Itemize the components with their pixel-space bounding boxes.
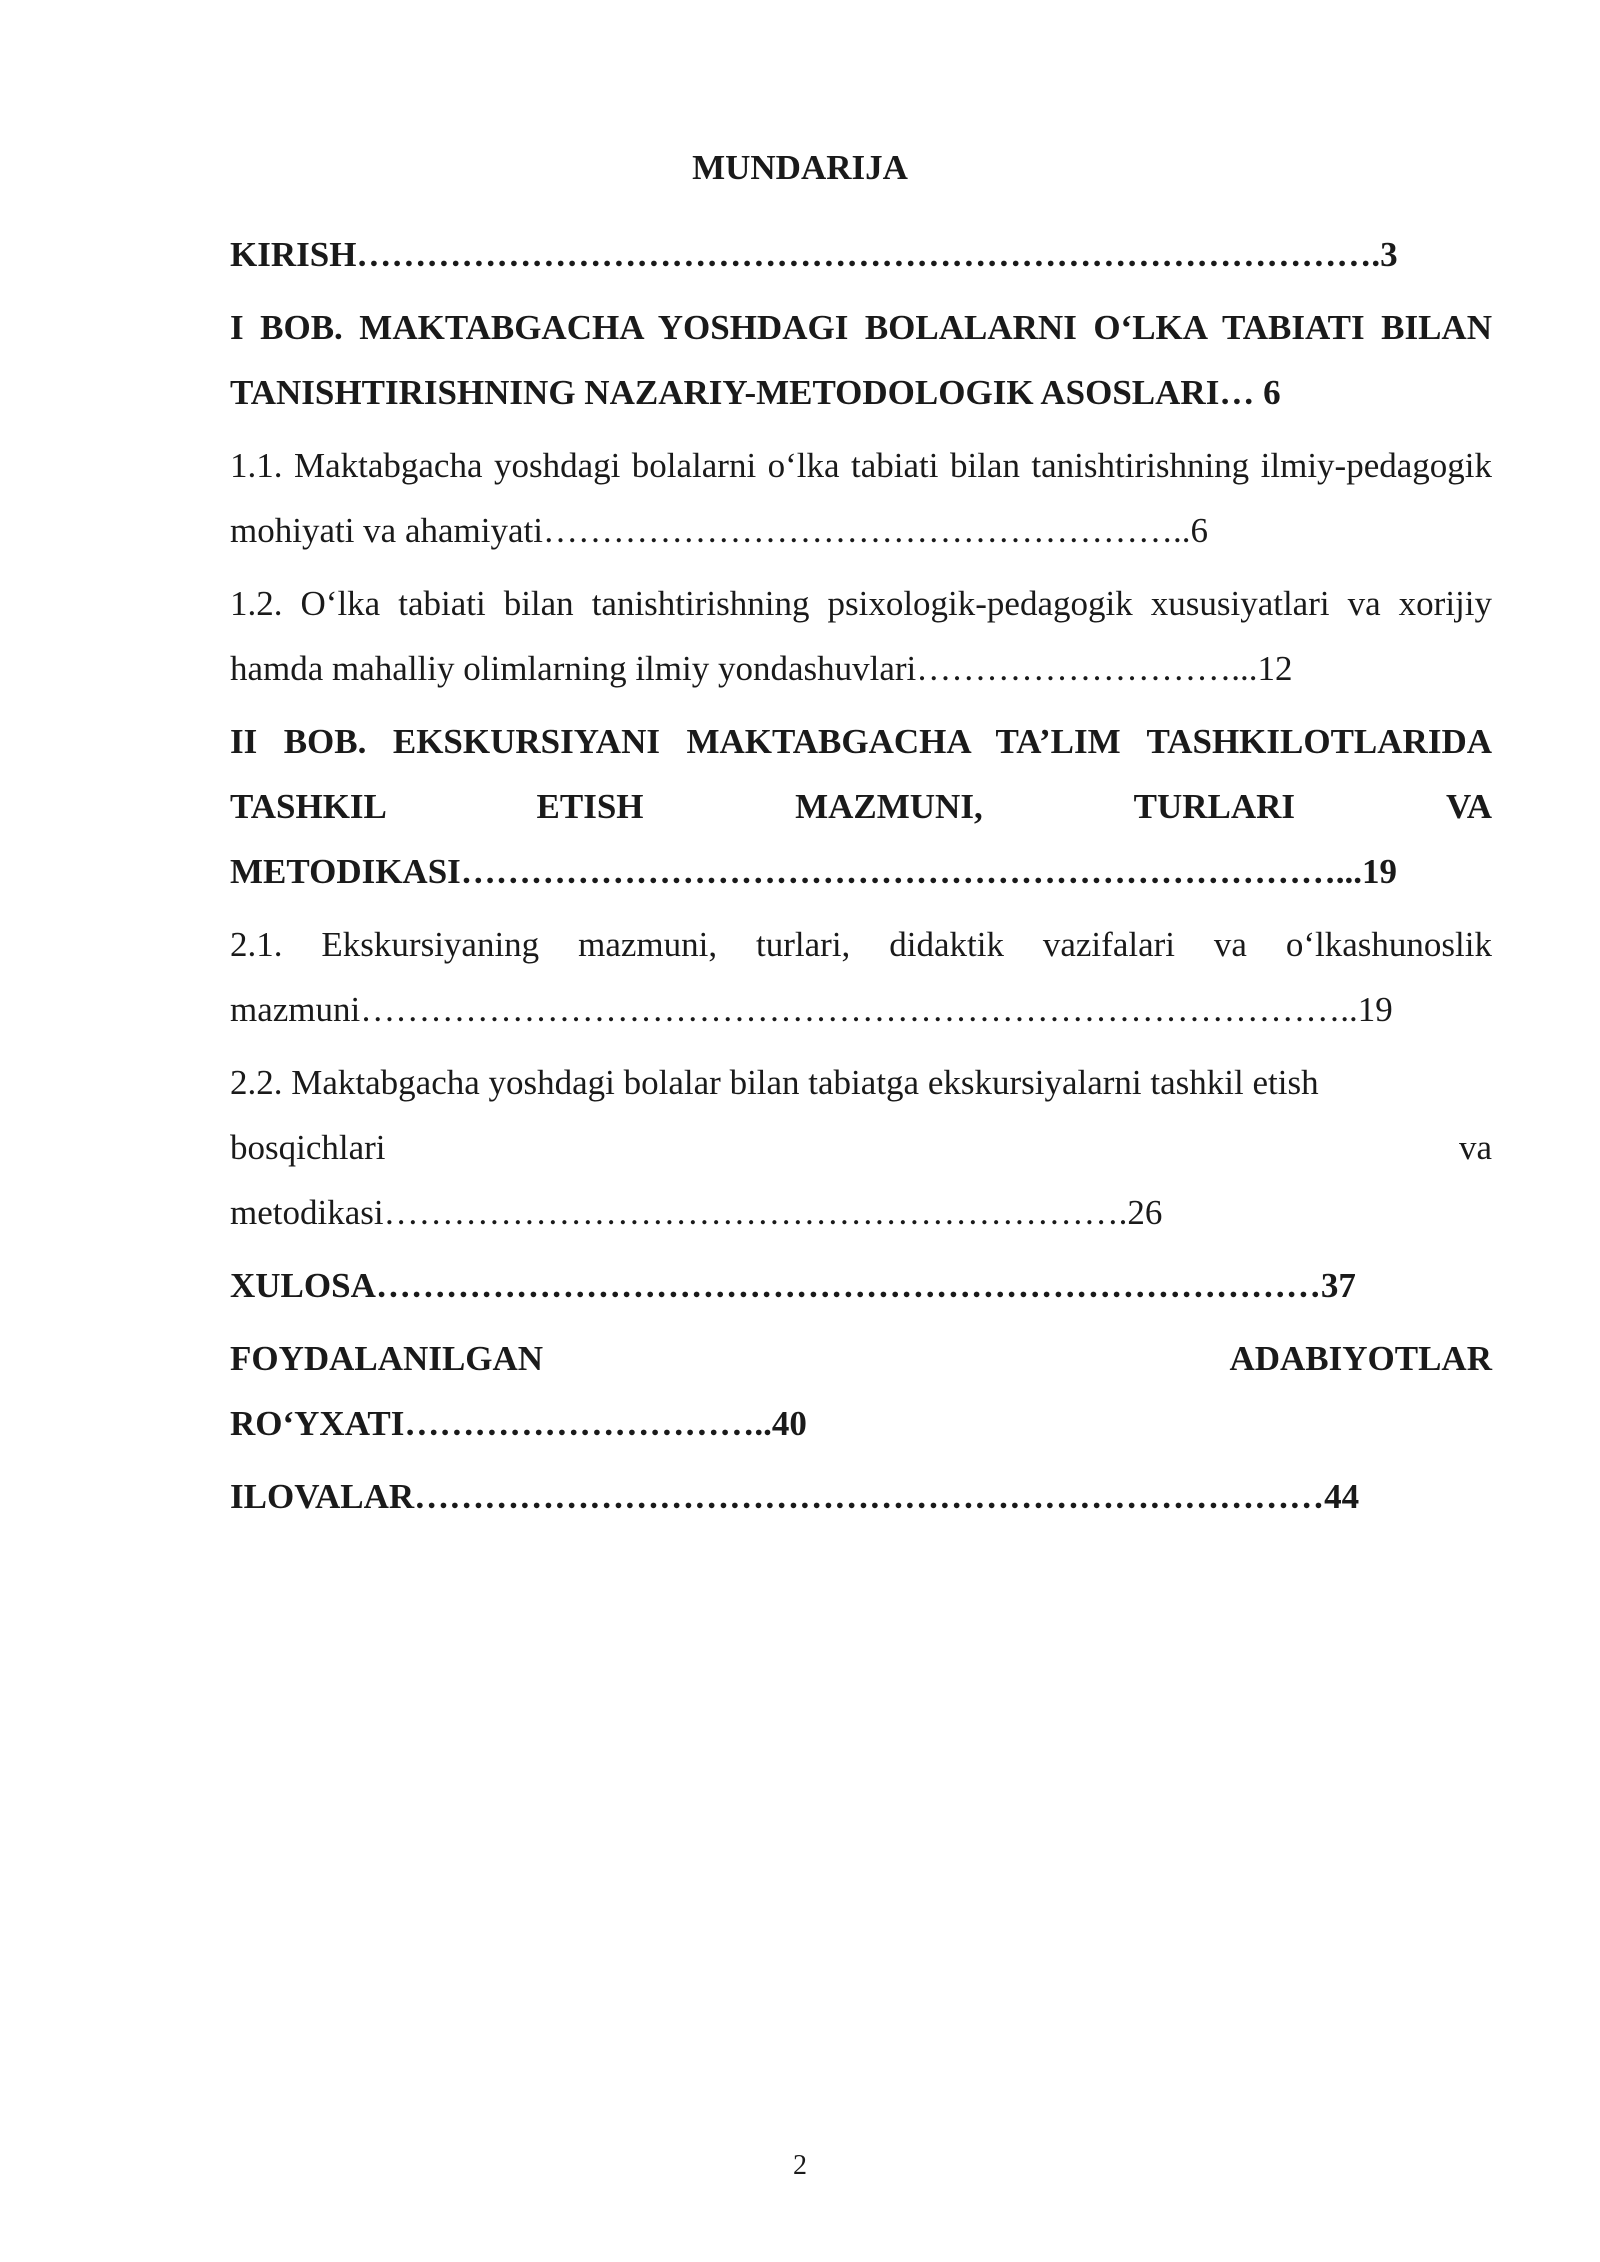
toc-entry-section-2-2 (230, 1050, 1492, 1245)
toc-entry-references (230, 1326, 1492, 1456)
toc-entry-ilovalar (230, 1464, 1492, 1529)
toc-entry-text: ILOVALAR……………………………………………………………………44 (230, 1477, 1360, 1516)
toc-entry-word: ADABIYOTLAR (1229, 1339, 1492, 1378)
toc-entry-chapter-1: I BOB. MAKTABGACHA YOSHDAGI BOLALARNI O‘LKA TABIATI BILAN TANISHTIRISHNING NAZARIY-METODOLOGIK ASOSLARI… 6 (230, 308, 1492, 412)
toc-entry-text: XULOSA………………………………………………………………………37 (230, 1266, 1356, 1305)
toc-entry-word: va (1458, 1128, 1492, 1167)
toc-entry-word: bosqichlari (230, 1128, 386, 1167)
toc-entry-chapter-2: II BOB. EKSKURSIYANI MAKTABGACHA TA’LIM TASHKILOTLARIDA TASHKIL ETISH MAZMUNI, TURLARI VA METODIKASI…………………………………………………………………...19 (230, 722, 1492, 891)
toc-entry-section-2-1: 2.1. Ekskursiyaning mazmuni, turlari, didaktik vazifalari va o‘lkashunoslik mazmuni…………………………………………………………………………..19 (230, 925, 1492, 1029)
toc-title: MUNDARIJA (692, 148, 908, 187)
toc-entry-word: FOYDALANILGAN (230, 1339, 544, 1378)
toc-entry-line (230, 1326, 1492, 1391)
page-number: 2 (793, 2150, 807, 2181)
toc-entry-xulosa (230, 1253, 1492, 1318)
toc-entry-line: metodikasi……………………………………………………….26 (230, 1193, 1163, 1232)
table-of-contents (230, 222, 1492, 1537)
toc-entry-section-1-1: 1.1. Maktabgacha yoshdagi bolalarni o‘lka tabiati bilan tanishtirishning ilmiy-pedagogik mohiyati va ahamiyati………………………………………………..6 (230, 446, 1492, 550)
toc-entry-section-1-2: 1.2. O‘lka tabiati bilan tanishtirishning psixologik-pedagogik xususiyatlari va xorijiy hamda mahalliy olimlarning ilmiy yondashuvlari………………………...12 (230, 584, 1492, 688)
toc-entry-text: KIRISH…………………………………………………………………………….3 (230, 235, 1398, 274)
toc-entry-line (230, 1115, 1492, 1180)
toc-entry-line: 2.2. Maktabgacha yoshdagi bolalar bilan tabiatga ekskursiyalarni tashkil etish (230, 1063, 1319, 1102)
toc-entry-line: RO‘YXATI…………………………..40 (230, 1404, 807, 1443)
toc-entry-kirish (230, 222, 1492, 287)
